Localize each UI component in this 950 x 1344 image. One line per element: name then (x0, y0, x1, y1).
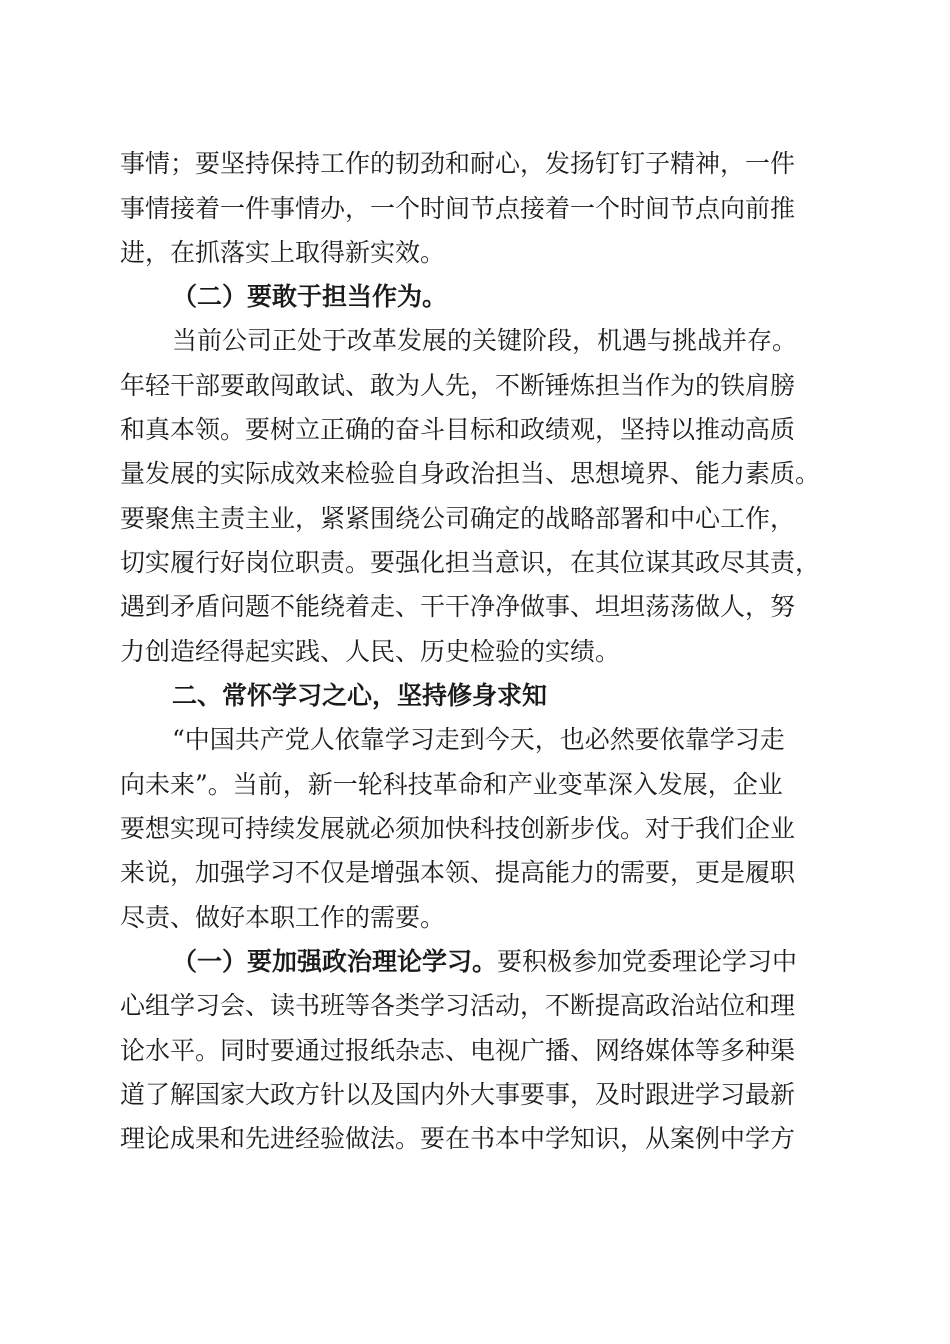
paragraph-line: 尽责、做好本职工作的需要。 (120, 903, 446, 932)
subsection-heading: （二）要敢于担当作为。 (172, 282, 448, 311)
paragraph-line: 和真本领。要树立正确的奋斗目标和政绩观，坚持以推动高质 (120, 415, 796, 444)
paragraph-line: 道了解国家大政方针以及国内外大事要事，及时跟进学习最新 (120, 1080, 796, 1109)
paragraph-line: 切实履行好岗位职责。要强化担当意识，在其位谋其政尽其责， (120, 548, 821, 577)
paragraph-line: 量发展的实际成效来检验自身政治担当、思想境界、能力素质。 (120, 459, 821, 488)
paragraph-text: 要积极参加党委理论学习中 (497, 947, 798, 976)
paragraph-line: “中国共产党人依靠学习走到今天，也必然要依靠学习走 (172, 725, 785, 754)
paragraph-line: 遇到矛盾问题不能绕着走、干干净净做事、坦坦荡荡做人，努 (120, 592, 796, 621)
paragraph-line: 来说，加强学习不仅是增强本领、提高能力的需要，更是履职 (120, 858, 796, 887)
paragraph-line: 力创造经得起实践、人民、历史检验的实绩。 (120, 637, 621, 666)
paragraph-line: 当前公司正处于改革发展的关键阶段，机遇与挑战并存。 (172, 326, 798, 355)
paragraph-line: 理论成果和先进经验做法。要在书本中学知识，从案例中学方 (120, 1124, 796, 1153)
paragraph-line: 事情接着一件事情办，一个时间节点接着一个时间节点向前推 (120, 194, 796, 223)
paragraph-line: 要想实现可持续发展就必须加快科技创新步伐。对于我们企业 (120, 814, 796, 843)
section-heading: 二、常怀学习之心，坚持修身求知 (172, 681, 548, 710)
paragraph-line (172, 946, 797, 978)
subsection-heading: （一）要加强政治理论学习。 (172, 947, 498, 976)
paragraph-line: 向未来”。当前，新一轮科技革命和产业变革深入发展，企业 (120, 770, 783, 799)
paragraph-line: 进，在抓落实上取得新实效。 (120, 238, 446, 267)
paragraph-line: 年轻干部要敢闯敢试、敢为人先，不断锤炼担当作为的铁肩膀 (120, 371, 796, 400)
paragraph-line: 事情；要坚持保持工作的韧劲和耐心，发扬钉钉子精神，一件 (120, 149, 796, 178)
paragraph-line: 论水平。同时要通过报纸杂志、电视广播、网络媒体等多种渠 (120, 1036, 796, 1065)
paragraph-line: 心组学习会、读书班等各类学习活动，不断提高政治站位和理 (120, 991, 796, 1020)
paragraph-line: 要聚焦主责主业，紧紧围绕公司确定的战略部署和中心工作， (120, 504, 796, 533)
